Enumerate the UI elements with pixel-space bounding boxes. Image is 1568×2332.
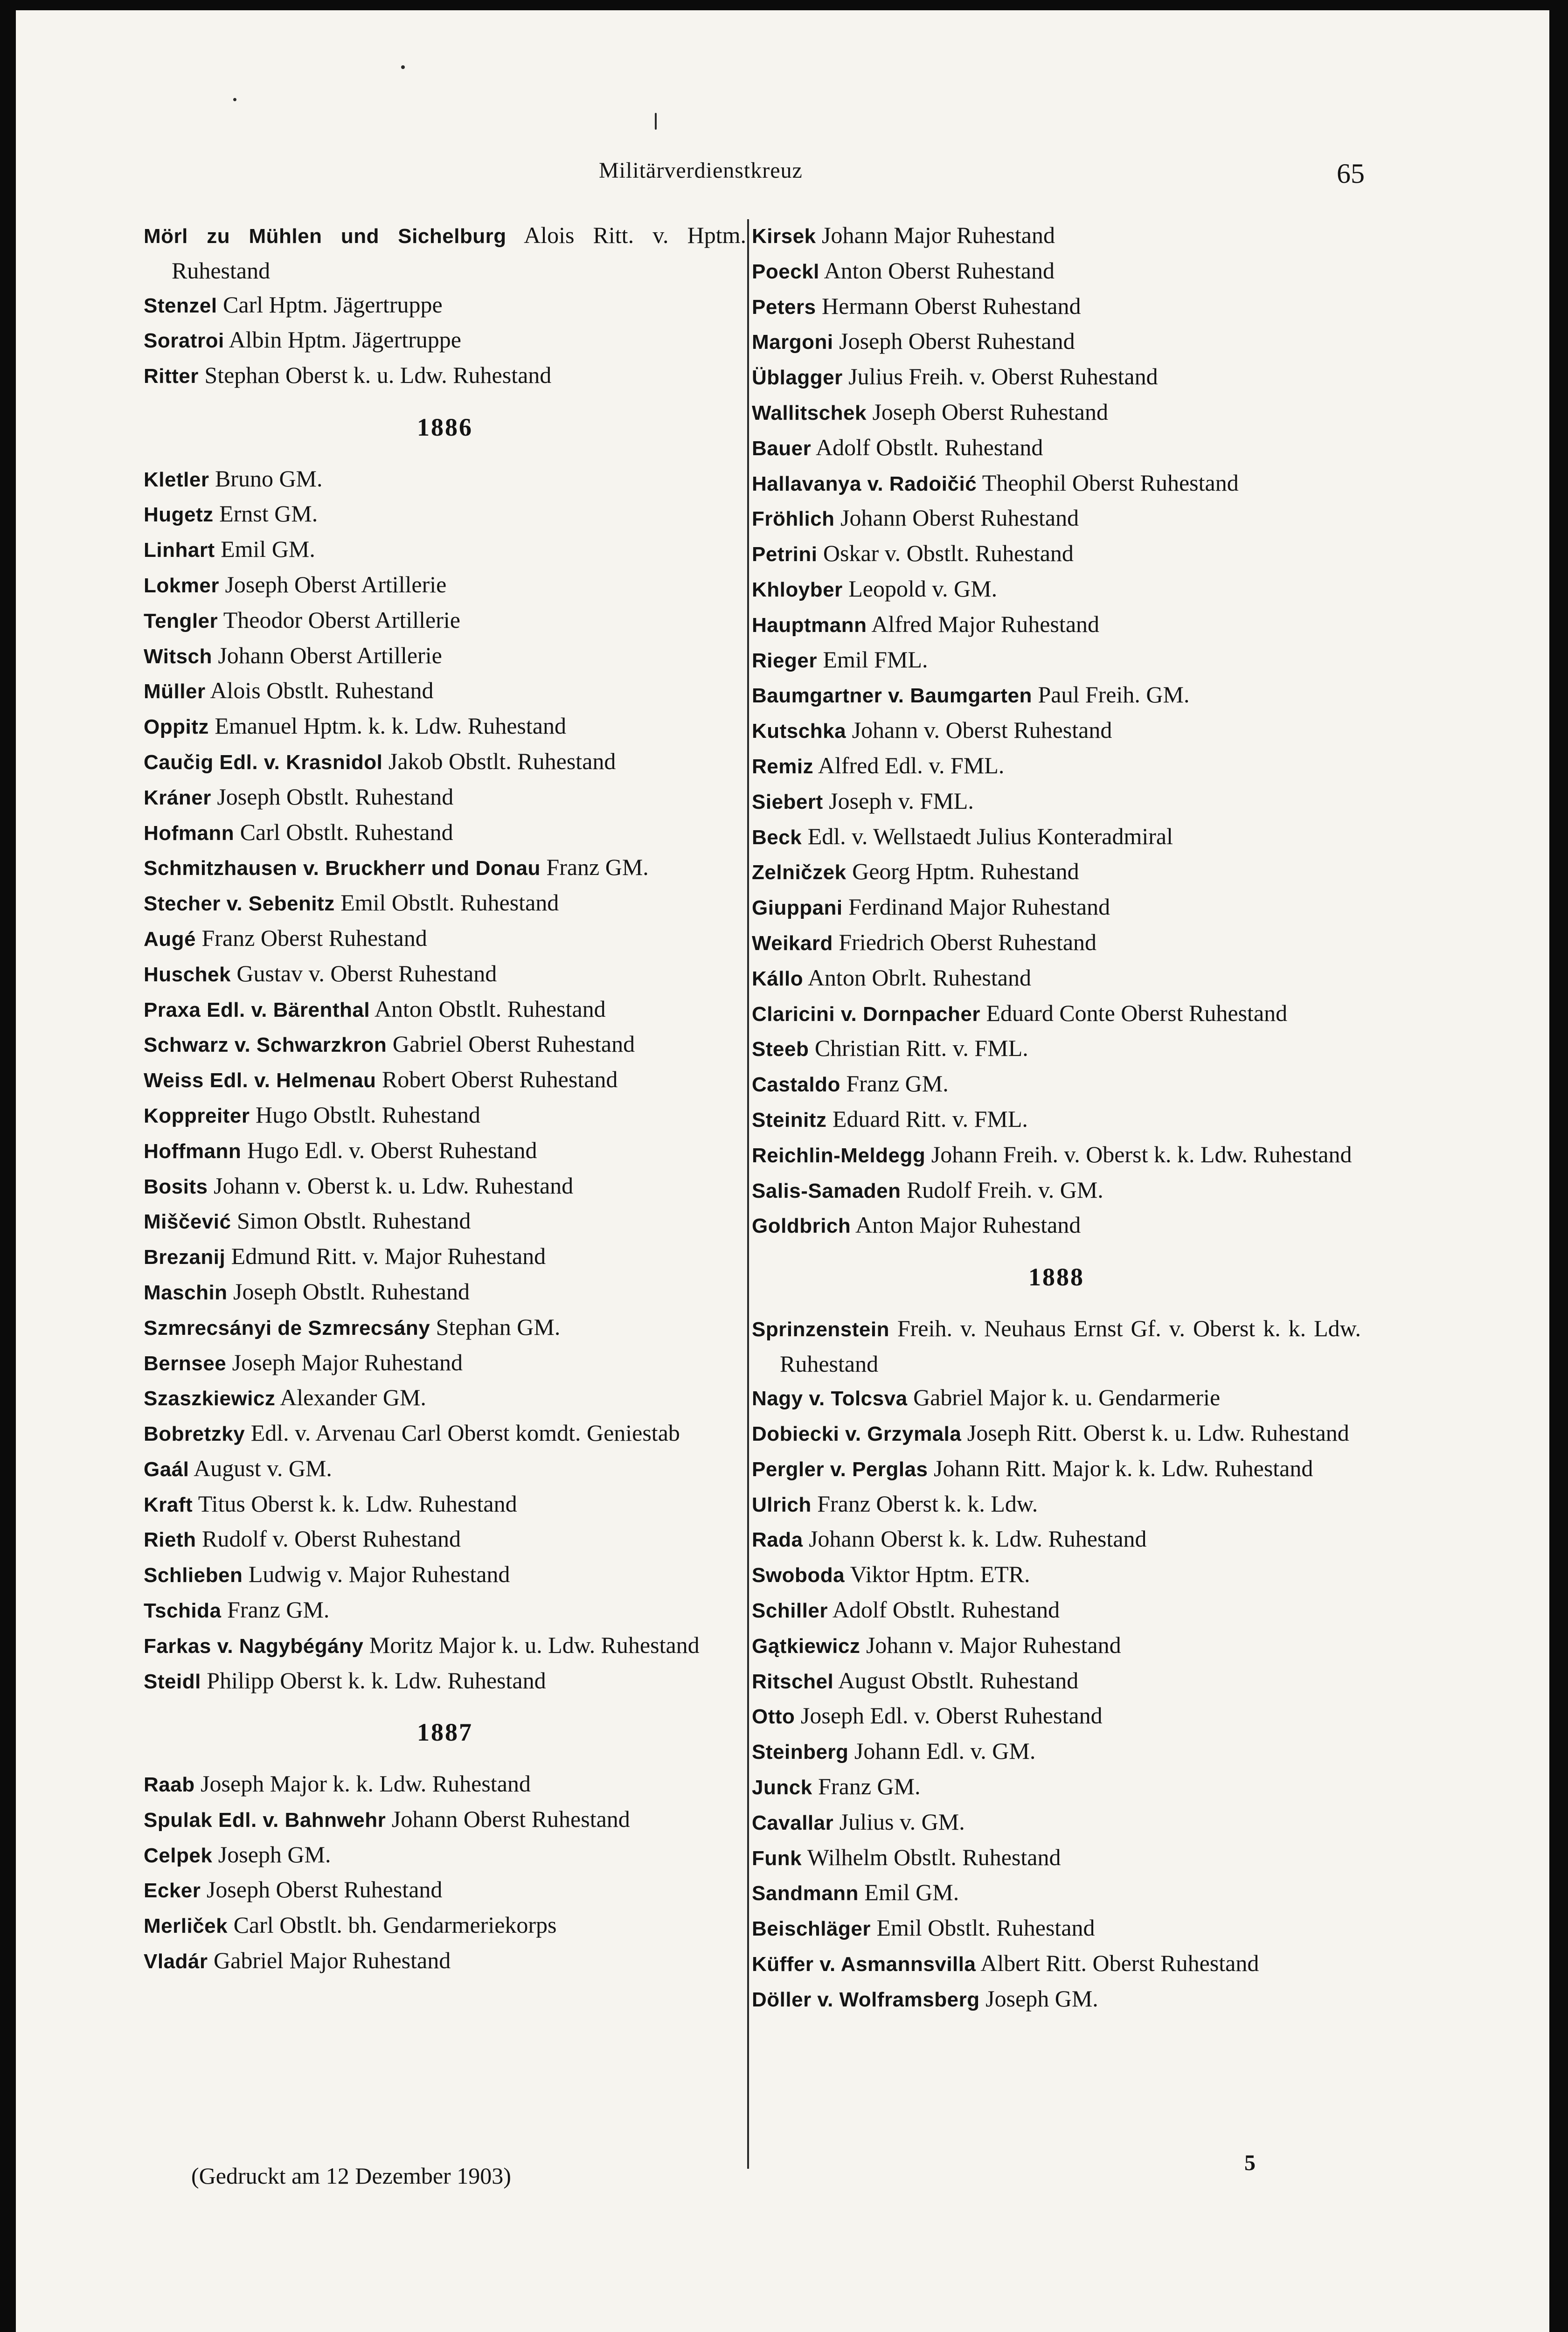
list-entry (752, 1173, 1361, 1208)
list-entry (752, 501, 1361, 536)
entry-details: Joseph Major k. k. Ldw. Ruhestand (194, 1770, 531, 1797)
running-title: Militärverdienstkreuz (599, 158, 803, 183)
list-entry (752, 1911, 1361, 1946)
entry-name: Weikard (752, 931, 833, 955)
entry-details: Johann Edl. v. GM. (848, 1738, 1036, 1764)
entry-details: Joseph Oberst Ruhestand (833, 328, 1075, 354)
list-entry (752, 1138, 1361, 1173)
entry-name: Salis-Samaden (752, 1179, 901, 1202)
entry-details: Theophil Oberst Ruhestand (977, 469, 1239, 496)
list-entry (752, 1451, 1361, 1487)
list-entry (144, 744, 746, 780)
list-entry (752, 1102, 1361, 1138)
entry-details: Simon Obstlt. Ruhestand (231, 1208, 471, 1234)
entry-list-1887-left (144, 1767, 746, 1979)
list-entry (144, 603, 746, 639)
entry-details: Moritz Major k. u. Ldw. Ruhestand (363, 1631, 700, 1658)
signature-mark: 5 (1244, 2151, 1256, 2175)
entry-name: Steinberg (752, 1741, 849, 1764)
entry-name: Ulrich (752, 1493, 812, 1516)
list-entry (144, 1027, 746, 1062)
entry-details: Albin Hptm. Jägertruppe (224, 326, 461, 353)
entry-details: August Obstlt. Ruhestand (833, 1667, 1079, 1693)
entry-name: Steidl (144, 1670, 201, 1693)
entry-name: Bosits (144, 1175, 208, 1198)
list-entry (144, 1873, 746, 1908)
entry-details: Emil GM. (215, 536, 315, 562)
entry-name: Baumgartner v. Baumgarten (752, 684, 1032, 708)
entry-name: Cavallar (752, 1811, 834, 1834)
entry-details: Hermann Oberst Ruhestand (816, 292, 1081, 319)
list-entry (144, 1593, 746, 1628)
entry-details: Georg Hptm. Ruhestand (846, 858, 1079, 885)
entry-name: Bauer (752, 437, 812, 460)
entry-details: Joseph GM. (212, 1841, 331, 1867)
entry-details: Bruno GM. (209, 465, 323, 492)
entry-name: Vladár (144, 1950, 208, 1973)
entry-details: Gabriel Major k. u. Gendarmerie (907, 1384, 1221, 1411)
list-entry (144, 1522, 746, 1557)
entry-name: Küffer v. Asmannsvilla (752, 1953, 976, 1976)
entry-name: Ecker (144, 1879, 201, 1902)
entry-details: Alois Ritt. v. Hptm. Ruhestand (172, 222, 746, 284)
entry-name: Müller (144, 680, 206, 703)
entry-name: Hallavanya v. Radoičić (752, 472, 977, 495)
entry-details: Edmund Ritt. v. Major Ruhestand (225, 1243, 546, 1270)
entry-details: Joseph Obstlt. Ruhestand (227, 1278, 470, 1305)
column-divider (747, 219, 749, 2169)
list-entry (752, 360, 1361, 395)
entry-details: August v. GM. (189, 1455, 332, 1481)
list-entry (144, 218, 746, 288)
entry-name: Reichlin-Meldegg (752, 1144, 926, 1167)
list-entry (144, 1802, 746, 1838)
list-entry (752, 1031, 1361, 1067)
entry-name: Tschida (144, 1599, 222, 1623)
entry-details: Edl. v. Wellstaedt Julius Konteradmiral (802, 823, 1173, 849)
entry-name: Castaldo (752, 1073, 840, 1097)
entry-name: Siebert (752, 790, 823, 813)
list-entry (144, 1098, 746, 1133)
list-entry (752, 1734, 1361, 1770)
entry-name: Hofmann (144, 821, 235, 845)
entry-name: Ritter (144, 365, 199, 388)
entry-details: Anton Oberst Ruhestand (819, 257, 1055, 284)
list-entry (752, 395, 1361, 430)
list-entry (752, 289, 1361, 325)
list-entry (144, 673, 746, 709)
list-entry (752, 1875, 1361, 1911)
entry-name: Hugetz (144, 503, 214, 527)
entry-details: Joseph Ritt. Oberst k. u. Ldw. Ruhestand (961, 1420, 1349, 1446)
entry-details: Franz Oberst Ruhestand (196, 924, 427, 951)
entry-name: Nagy v. Tolcsva (752, 1387, 908, 1410)
list-entry (144, 288, 746, 323)
list-entry (752, 749, 1361, 784)
entry-name: Tengler (144, 609, 218, 632)
entry-name: Gątkiewicz (752, 1634, 860, 1658)
entry-name: Kirsek (752, 225, 816, 248)
entry-details: Franz GM. (840, 1070, 949, 1097)
entry-name: Lokmer (144, 574, 219, 597)
entry-name: Steinitz (752, 1108, 827, 1131)
entry-details: Hugo Obstlt. Ruhestand (250, 1101, 480, 1128)
entry-details: Eduard Conte Oberst Ruhestand (980, 999, 1288, 1026)
year-heading-1886: 1886 (417, 413, 473, 441)
entry-name: Claricini v. Dornpacher (752, 1002, 980, 1026)
entry-details: Johann Oberst Artillerie (212, 642, 442, 668)
list-entry (752, 466, 1361, 501)
entry-name: Soratroi (144, 329, 224, 353)
entry-name: Szmrecsányi de Szmrecsány (144, 1316, 430, 1340)
list-entry (752, 1946, 1361, 1982)
list-entry (144, 1062, 746, 1098)
entry-name: Kutschka (752, 720, 846, 743)
entry-name: Junck (752, 1776, 812, 1799)
entry-details: Joseph Oberst Ruhestand (866, 398, 1108, 425)
scan-speck (655, 113, 657, 130)
list-entry (752, 784, 1361, 819)
entry-name: Bobretzky (144, 1423, 245, 1446)
entry-details: Friedrich Oberst Ruhestand (833, 929, 1097, 955)
list-entry (144, 1451, 746, 1487)
entry-details: Alexander GM. (275, 1384, 426, 1411)
entry-name: Bernsee (144, 1352, 227, 1375)
entry-details: Johann Major Ruhestand (816, 222, 1055, 248)
entry-name: Rieth (144, 1528, 196, 1552)
entry-details: Anton Obstlt. Ruhestand (370, 995, 606, 1022)
entry-name: Linhart (144, 539, 215, 562)
entry-details: Theodor Oberst Artillerie (218, 606, 460, 633)
entry-details: Franz GM. (540, 854, 649, 881)
entry-details: Viktor Hptm. ETR. (845, 1561, 1030, 1588)
entry-details: Joseph Oberst Artillerie (219, 571, 447, 597)
entry-name: Döller v. Wolframsberg (752, 1988, 980, 2011)
list-entry (144, 1239, 746, 1275)
entry-name: Funk (752, 1846, 802, 1870)
list-entry (144, 532, 746, 568)
list-entry (752, 925, 1361, 961)
entry-name: Kletler (144, 468, 209, 491)
entry-name: Schmitzhausen v. Bruckherr und Donau (144, 857, 541, 880)
list-entry (144, 358, 746, 394)
entry-name: Stenzel (144, 294, 217, 317)
list-entry (752, 1208, 1361, 1243)
entry-name: Peters (752, 295, 816, 319)
entry-details: Ferdinand Major Ruhestand (842, 894, 1110, 920)
entry-details: Franz GM. (221, 1596, 330, 1623)
list-entry (144, 1908, 746, 1943)
entry-name: Üblagger (752, 366, 843, 389)
entry-list-1888 (752, 1312, 1361, 2017)
entry-details: Gabriel Oberst Ruhestand (387, 1031, 635, 1057)
entry-details: Gabriel Major Ruhestand (208, 1947, 451, 1974)
list-entry (752, 1487, 1361, 1522)
entry-details: Titus Oberst k. k. Ldw. Ruhestand (193, 1490, 517, 1517)
entry-name: Rieger (752, 649, 817, 672)
list-entry (752, 1699, 1361, 1734)
right-column (752, 218, 1361, 2017)
entry-name: Beischläger (752, 1917, 871, 1941)
list-entry (752, 819, 1361, 855)
entry-details: Julius v. GM. (833, 1808, 965, 1835)
entry-name: Caučig Edl. v. Krasnidol (144, 750, 383, 774)
entry-details: Oskar v. Obstlt. Ruhestand (817, 540, 1074, 567)
entry-details: Stephan GM. (430, 1313, 561, 1340)
year-heading-1888: 1888 (1028, 1263, 1084, 1291)
entry-name: Maschin (144, 1281, 228, 1304)
list-entry (144, 709, 746, 744)
list-entry (752, 713, 1361, 749)
page-number: 65 (1337, 158, 1365, 189)
list-entry (752, 1770, 1361, 1805)
entry-name: Praxa Edl. v. Bärenthal (144, 998, 370, 1021)
list-entry (752, 1416, 1361, 1451)
entry-details: Wilhelm Obstlt. Ruhestand (802, 1844, 1061, 1870)
entry-details: Anton Major Ruhestand (851, 1212, 1081, 1238)
list-entry (144, 921, 746, 957)
list-entry (752, 643, 1361, 678)
entry-details: Alfred Edl. v. FML. (813, 752, 1005, 778)
entry-details: Leopold v. GM. (842, 575, 998, 602)
list-entry (752, 854, 1361, 890)
list-entry (144, 462, 746, 497)
entry-details: Emil FML. (817, 646, 928, 673)
entry-name: Kraft (144, 1493, 193, 1516)
list-entry (752, 996, 1361, 1032)
entry-name: Brezanij (144, 1246, 226, 1269)
list-entry (144, 1838, 746, 1873)
list-entry (144, 1169, 746, 1204)
scan-speck (233, 98, 236, 101)
list-entry (752, 890, 1361, 925)
entry-details: Anton Obrlt. Ruhestand (803, 964, 1031, 991)
entry-details: Alfred Major Ruhestand (867, 611, 1100, 637)
entry-name: Pergler v. Perglas (752, 1458, 928, 1481)
entry-name: Hoffmann (144, 1139, 242, 1163)
entry-details: Franz GM. (812, 1773, 921, 1800)
list-entry (144, 780, 746, 815)
list-entry (144, 992, 746, 1027)
list-entry (752, 1664, 1361, 1699)
entry-details: Emil Obstlt. Ruhestand (334, 889, 559, 916)
list-entry (144, 1767, 746, 1802)
entry-details: Joseph Obstlt. Ruhestand (211, 783, 454, 810)
list-entry (144, 850, 746, 886)
entry-list-1886 (144, 462, 746, 1699)
list-entry (752, 961, 1361, 996)
entry-details: Eduard Ritt. v. FML. (826, 1105, 1028, 1132)
entry-details: Johann Ritt. Major k. k. Ldw. Ruhestand (928, 1455, 1313, 1481)
list-entry (752, 1805, 1361, 1840)
entry-list-1887-right (752, 218, 1361, 1243)
entry-details: Joseph v. FML. (823, 787, 974, 814)
list-entry (144, 815, 746, 851)
list-entry (144, 497, 746, 532)
entry-name: Khloyber (752, 578, 843, 601)
entry-name: Oppitz (144, 715, 209, 739)
entry-details: Emil Obstlt. Ruhestand (870, 1915, 1095, 1941)
entry-details: Philipp Oberst k. k. Ldw. Ruhestand (201, 1667, 546, 1693)
list-entry (144, 886, 746, 921)
entry-name: Raab (144, 1773, 195, 1797)
entry-name: Stecher v. Sebenitz (144, 892, 335, 916)
left-column (144, 218, 746, 1979)
list-entry (144, 1133, 746, 1169)
entry-name: Dobiecki v. Grzymala (752, 1423, 962, 1446)
entry-details: Hugo Edl. v. Oberst Ruhestand (241, 1137, 537, 1163)
list-entry (752, 572, 1361, 607)
entry-name: Schlieben (144, 1564, 243, 1587)
entry-name: Beck (752, 826, 802, 849)
entry-name: Kráner (144, 786, 211, 809)
entry-name: Mörl zu Mühlen und Sichelburg (144, 225, 506, 248)
intro-entry-list (144, 218, 746, 394)
entry-name: Hauptmann (752, 613, 867, 637)
entry-details: Rudolf Freih. v. GM. (901, 1176, 1103, 1203)
entry-details: Edl. v. Arvenau Carl Oberst komdt. Geniestab (245, 1420, 680, 1446)
list-entry (144, 1346, 746, 1381)
entry-name: Zelničzek (752, 861, 846, 884)
list-entry (752, 1067, 1361, 1102)
list-entry (752, 1557, 1361, 1593)
entry-details: Emil GM. (858, 1879, 959, 1906)
list-entry (144, 957, 746, 992)
list-entry (752, 607, 1361, 643)
entry-details: Freih. v. Neuhaus Ernst Gf. v. Oberst k. k. Ldw. Ruhestand (780, 1315, 1361, 1377)
entry-name: Gaál (144, 1458, 189, 1481)
entry-details: Alois Obstlt. Ruhestand (205, 677, 434, 704)
list-entry (752, 1982, 1361, 2017)
list-entry (752, 1628, 1361, 1664)
entry-details: Adolf Obstlt. Ruhestand (811, 434, 1043, 460)
entry-name: Koppreiter (144, 1104, 250, 1127)
list-entry (752, 324, 1361, 360)
list-entry (752, 536, 1361, 572)
entry-name: Huschek (144, 963, 231, 986)
entry-name: Swoboda (752, 1564, 845, 1587)
entry-details: Christian Ritt. v. FML. (809, 1035, 1028, 1062)
entry-details: Joseph Major Ruhestand (226, 1349, 463, 1375)
entry-name: Miščević (144, 1210, 231, 1234)
entry-name: Spulak Edl. v. Bahnwehr (144, 1808, 386, 1832)
entry-name: Witsch (144, 645, 212, 668)
entry-name: Margoni (752, 331, 833, 354)
list-entry (144, 1381, 746, 1416)
entry-details: Joseph Edl. v. Oberst Ruhestand (795, 1702, 1103, 1729)
entry-name: Szaszkiewicz (144, 1387, 276, 1410)
entry-name: Celpek (144, 1844, 213, 1867)
entry-details: Carl Obstlt. Ruhestand (234, 819, 453, 845)
list-entry (144, 1275, 746, 1310)
entry-name: Schiller (752, 1599, 828, 1623)
list-entry (752, 1593, 1361, 1628)
entry-name: Petrini (752, 543, 818, 566)
entry-details: Julius Freih. v. Oberst Ruhestand (842, 363, 1158, 390)
entry-name: Fröhlich (752, 507, 835, 531)
list-entry (752, 430, 1361, 466)
print-date-imprint: (Gedruckt am 12 Dezember 1903) (191, 2163, 511, 2189)
list-entry (752, 1312, 1361, 1381)
list-entry (752, 1381, 1361, 1416)
entry-name: Steeb (752, 1038, 809, 1061)
entry-details: Joseph GM. (979, 1985, 1098, 2012)
entry-details: Stephan Oberst k. u. Ldw. Ruhestand (198, 362, 552, 389)
entry-name: Merliček (144, 1915, 228, 1938)
list-entry (752, 254, 1361, 289)
entry-name: Rada (752, 1528, 803, 1552)
entry-details: Johann v. Oberst Ruhestand (846, 717, 1112, 743)
list-entry (144, 1628, 746, 1664)
list-entry (752, 678, 1361, 713)
list-entry (752, 218, 1361, 254)
entry-name: Poeckl (752, 260, 819, 283)
list-entry (144, 1943, 746, 1979)
list-entry (144, 568, 746, 603)
year-heading-1887: 1887 (417, 1718, 473, 1747)
entry-details: Johann Oberst Ruhestand (386, 1805, 630, 1832)
entry-name: Giuppani (752, 896, 843, 920)
entry-details: Franz Oberst k. k. Ldw. (811, 1490, 1038, 1517)
list-entry (144, 1416, 746, 1451)
entry-name: Otto (752, 1705, 795, 1728)
entry-name: Goldbrich (752, 1215, 851, 1238)
entry-name: Farkas v. Nagybégány (144, 1634, 364, 1658)
list-entry (144, 1310, 746, 1346)
entry-name: Schwarz v. Schwarzkron (144, 1034, 387, 1057)
entry-details: Rudolf v. Oberst Ruhestand (196, 1526, 461, 1552)
list-entry (144, 1664, 746, 1699)
list-entry (752, 1840, 1361, 1876)
entry-details: Johann v. Oberst k. u. Ldw. Ruhestand (208, 1172, 574, 1199)
entry-details: Robert Oberst Ruhestand (376, 1066, 618, 1093)
entry-name: Wallitschek (752, 401, 867, 424)
list-entry (144, 1487, 746, 1522)
entry-details: Joseph Oberst Ruhestand (201, 1876, 443, 1903)
scan-speck (401, 65, 405, 69)
list-entry (144, 323, 746, 358)
entry-name: Sandmann (752, 1882, 859, 1905)
entry-details: Emanuel Hptm. k. k. Ldw. Ruhestand (208, 713, 566, 739)
entry-details: Ernst GM. (213, 500, 318, 527)
entry-details: Gustav v. Oberst Ruhestand (230, 960, 497, 986)
entry-details: Johann Freih. v. Oberst k. k. Ldw. Ruhestand (925, 1141, 1352, 1167)
entry-details: Carl Obstlt. bh. Gendarmeriekorps (228, 1912, 557, 1938)
entry-details: Johann Oberst Ruhestand (834, 505, 1079, 531)
entry-details: Ludwig v. Major Ruhestand (243, 1561, 510, 1588)
entry-details: Paul Freih. GM. (1032, 681, 1190, 708)
entry-name: Ritschel (752, 1670, 834, 1693)
entry-name: Sprinzenstein (752, 1318, 889, 1341)
entry-details: Carl Hptm. Jägertruppe (217, 291, 443, 318)
entry-details: Albert Ritt. Oberst Ruhestand (976, 1950, 1259, 1977)
entry-details: Adolf Obstlt. Ruhestand (827, 1596, 1060, 1623)
entry-details: Jakob Obstlt. Ruhestand (382, 748, 616, 774)
entry-name: Weiss Edl. v. Helmenau (144, 1069, 376, 1092)
entry-details: Johann v. Major Ruhestand (860, 1631, 1121, 1658)
list-entry (144, 1557, 746, 1593)
list-entry (144, 639, 746, 674)
list-entry (144, 1204, 746, 1239)
list-entry (752, 1522, 1361, 1557)
entry-name: Augé (144, 927, 196, 951)
entry-name: Remiz (752, 755, 814, 778)
entry-details: Johann Oberst k. k. Ldw. Ruhestand (803, 1526, 1147, 1552)
entry-name: Kállo (752, 967, 804, 990)
